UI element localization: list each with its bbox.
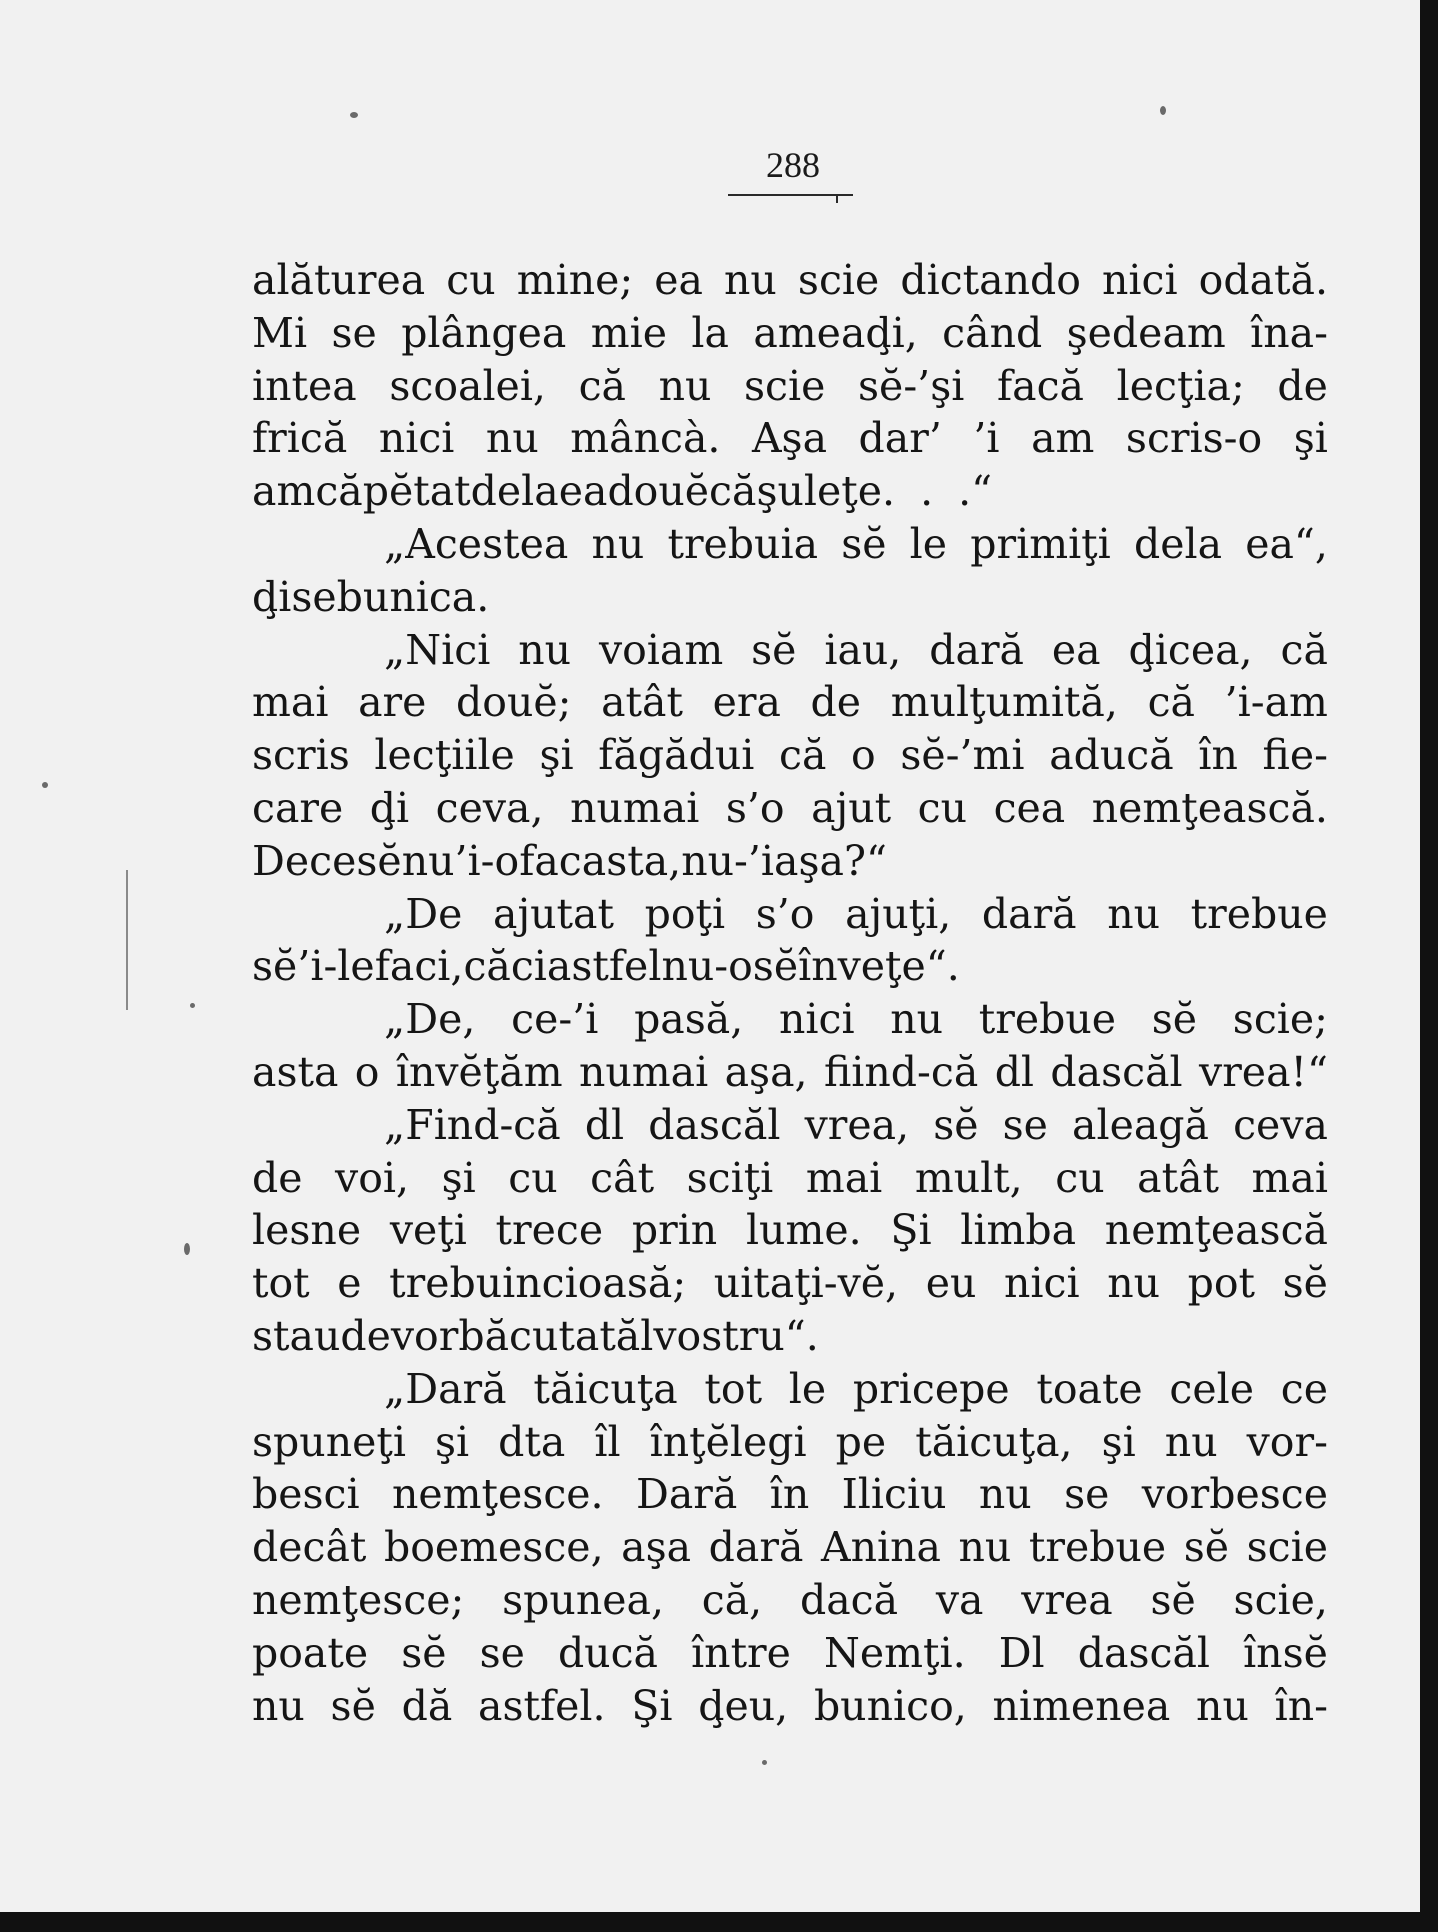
specks <box>1160 106 1166 115</box>
word: făgădui <box>598 731 755 780</box>
text-line <box>252 1363 1328 1416</box>
word: nemţesce. <box>392 1470 604 1519</box>
word: tăicuţa, <box>915 1417 1073 1466</box>
word: facă <box>996 361 1084 410</box>
word: vorbesce <box>1141 1470 1328 1519</box>
word: sĕ <box>751 625 797 674</box>
text-line <box>252 888 1328 941</box>
word: dta <box>498 1417 566 1466</box>
text-line <box>252 571 1328 624</box>
word: ea <box>558 467 608 516</box>
text-line <box>252 1521 1328 1574</box>
word: lecţiile <box>374 731 515 780</box>
word: vrea, <box>804 1100 910 1149</box>
word: voiam <box>598 625 724 674</box>
word: că <box>1147 678 1195 727</box>
word: faci, <box>374 942 464 991</box>
word: am <box>252 467 316 516</box>
word: toate <box>1036 1364 1143 1413</box>
word: trebuia <box>667 519 819 568</box>
word: că <box>1280 625 1328 674</box>
word: nu <box>658 361 712 410</box>
word: odată. <box>1198 256 1328 304</box>
word: ceva <box>1233 1100 1328 1149</box>
word: ceva, <box>435 783 544 832</box>
text-line <box>252 1416 1328 1469</box>
word: de <box>252 1153 303 1202</box>
word: ea“, <box>1245 519 1328 568</box>
word: alăturea <box>252 256 426 304</box>
word: ea <box>654 256 703 304</box>
word: uitaţi-vĕ, <box>713 1259 899 1308</box>
word: dară <box>981 889 1077 938</box>
word: şi <box>434 1417 470 1466</box>
word: cu <box>509 1311 559 1360</box>
word: spunea, <box>502 1575 664 1624</box>
word: De <box>252 836 310 885</box>
word: căşuleţe <box>709 467 883 516</box>
word: douĕ; <box>456 678 572 727</box>
word: voi, <box>335 1153 410 1202</box>
word: nici <box>378 414 455 463</box>
word: dascăl <box>1050 1047 1183 1096</box>
word: în <box>769 1470 810 1519</box>
word: s’o <box>755 889 815 938</box>
word: Dl <box>998 1628 1045 1677</box>
word: şi <box>1101 1417 1136 1466</box>
word: nici <box>1003 1259 1080 1308</box>
word: aşa?“ <box>774 836 887 885</box>
word: dascăl <box>1077 1628 1210 1677</box>
word: ’i-am <box>1224 678 1328 727</box>
word: ameaḑi, <box>753 308 918 357</box>
specks <box>184 1243 190 1255</box>
word: nu-’i <box>681 836 775 885</box>
word: învĕţăm <box>395 1047 563 1096</box>
text-line <box>252 518 1328 571</box>
word: mult, <box>914 1153 1023 1202</box>
word: îl <box>594 1417 621 1466</box>
word: dar’ <box>858 414 942 463</box>
word: cele <box>1169 1364 1255 1413</box>
word: pasă, <box>634 995 744 1044</box>
word: scris <box>252 731 350 780</box>
word: dacă <box>799 1575 899 1624</box>
text-line <box>252 412 1328 465</box>
word: lume. <box>745 1206 862 1255</box>
word: în <box>1198 731 1238 780</box>
word: ḑicea, <box>1128 625 1253 674</box>
word: aducă <box>1049 731 1174 780</box>
word: limba <box>960 1206 1077 1255</box>
word: cu <box>1055 1153 1105 1202</box>
word: care <box>252 783 344 832</box>
word: nici <box>1102 256 1178 304</box>
word: ḑise <box>252 572 337 621</box>
word: va <box>935 1575 984 1624</box>
word: Dară <box>635 1470 738 1519</box>
word: de <box>340 1311 391 1360</box>
word: nu-o <box>661 942 753 991</box>
word: ’i <box>973 414 1000 463</box>
word: „De, <box>384 995 476 1044</box>
word: poţi <box>644 889 726 938</box>
text-line <box>252 1627 1328 1680</box>
word: însĕ <box>1243 1628 1328 1677</box>
word: bunica. <box>336 572 490 621</box>
word: ḑeu, <box>698 1681 789 1730</box>
word: iau, <box>824 625 902 674</box>
word: numai <box>578 1047 709 1096</box>
word: sĕ <box>752 942 799 991</box>
word: nu <box>252 1681 305 1730</box>
word: Aşa <box>751 414 828 463</box>
word: nu <box>591 519 645 568</box>
word: ḑi <box>369 783 410 832</box>
word: sĕ <box>1151 995 1198 1044</box>
word: se <box>1002 1100 1048 1149</box>
word: prin <box>631 1206 718 1255</box>
word: mine; <box>516 256 634 304</box>
word: nici <box>778 995 855 1044</box>
word: vorbă <box>390 1311 510 1360</box>
word: Nemţi. <box>823 1628 966 1677</box>
word: mâncà. <box>570 414 721 463</box>
text-line <box>252 1468 1328 1521</box>
text-line <box>252 254 1328 307</box>
word: şi <box>441 1153 476 1202</box>
word: „Dară <box>384 1364 507 1413</box>
word: intea <box>252 361 357 410</box>
body-text <box>252 254 1328 1732</box>
word: le <box>788 1364 827 1413</box>
specks <box>762 1760 767 1765</box>
word: se <box>331 308 377 357</box>
word: cât <box>590 1153 655 1202</box>
word: le <box>909 519 948 568</box>
word: cu <box>508 1153 558 1202</box>
word: poate <box>252 1628 369 1677</box>
text-line <box>252 1574 1328 1627</box>
word: pot <box>1187 1259 1256 1308</box>
word: că <box>778 731 827 780</box>
word: atât <box>1137 1153 1219 1202</box>
word: sĕ-’mi <box>900 731 1025 780</box>
word: am <box>1031 414 1095 463</box>
word: „Acestea <box>384 519 569 568</box>
word: Şi <box>631 1681 673 1730</box>
word: dictando <box>900 256 1081 304</box>
word: nu <box>401 836 455 885</box>
word: Şi <box>890 1206 932 1255</box>
text-line <box>252 465 1328 518</box>
word: vostru“. <box>653 1311 819 1360</box>
word: fie- <box>1262 731 1328 780</box>
word: că <box>578 361 626 410</box>
word: nemţească <box>1104 1206 1328 1255</box>
word: vrea <box>1021 1575 1113 1624</box>
word: ajuţi, <box>845 889 952 938</box>
word: sĕ <box>1150 1575 1196 1624</box>
word: „Find-că <box>384 1100 561 1149</box>
word: nemţesce; <box>252 1575 465 1624</box>
word: fiind-că <box>823 1047 979 1096</box>
word: spuneţi <box>252 1417 406 1466</box>
word: decât <box>252 1523 367 1572</box>
word: aşa <box>621 1523 692 1572</box>
word: frică <box>252 414 348 463</box>
text-line <box>252 1310 1328 1363</box>
word: scris-o <box>1125 414 1263 463</box>
word: scoalei, <box>389 361 546 410</box>
word: plângea <box>401 308 567 357</box>
word: mai <box>252 678 329 727</box>
specks <box>42 782 48 788</box>
word: „Nici <box>384 625 491 674</box>
word: vrea!“ <box>1199 1047 1328 1096</box>
word: mai <box>805 1153 883 1202</box>
text-line <box>252 624 1328 677</box>
word: sĕ <box>252 942 298 991</box>
word: în- <box>1274 1681 1328 1730</box>
word: trebue <box>978 995 1117 1044</box>
word: . . .“ <box>882 467 993 516</box>
word: lesne <box>252 1206 362 1255</box>
word: ’i-o <box>454 836 520 885</box>
word: ce <box>1280 1364 1328 1413</box>
text-line <box>252 1099 1328 1152</box>
word: sĕ <box>401 1628 447 1677</box>
text-line <box>252 782 1328 835</box>
word: de <box>1277 361 1328 410</box>
page-number-rule <box>728 194 853 196</box>
word: Anina <box>820 1523 941 1572</box>
word: nu <box>978 1470 1032 1519</box>
word: de <box>810 678 862 727</box>
text-line <box>252 729 1328 782</box>
word: sĕ-’şi <box>858 361 965 410</box>
word: trebuincioasă; <box>389 1259 687 1308</box>
word: bunico, <box>813 1681 967 1730</box>
word: dă <box>401 1681 453 1730</box>
word: sĕ <box>330 1681 376 1730</box>
word: tot <box>252 1259 310 1308</box>
word: scie <box>744 361 826 410</box>
margin-mark <box>126 870 128 1010</box>
text-line <box>252 835 1328 888</box>
word: şi <box>1293 414 1328 463</box>
word: între <box>691 1628 791 1677</box>
word: nimenea <box>992 1681 1171 1730</box>
word: scie, <box>1233 1575 1328 1624</box>
text-line <box>252 307 1328 360</box>
word: tatăl <box>558 1311 654 1360</box>
word: trece <box>495 1206 604 1255</box>
word: astfel <box>546 942 662 991</box>
word: îna- <box>1250 308 1328 357</box>
word: nu <box>518 625 572 674</box>
word: sĕ <box>841 519 887 568</box>
word: scie <box>1246 1523 1328 1572</box>
word: nu <box>1107 1259 1160 1308</box>
word: ce <box>309 836 357 885</box>
word: sciţi <box>686 1153 774 1202</box>
word: sĕ <box>356 836 402 885</box>
word: mulţumită, <box>890 678 1118 727</box>
word: sĕ <box>1183 1523 1230 1572</box>
word: nu <box>1107 889 1161 938</box>
text-line <box>252 360 1328 413</box>
word: la <box>691 308 729 357</box>
word: trebue <box>1190 889 1328 938</box>
word: cu <box>917 783 968 832</box>
word: nemţească. <box>1091 783 1328 832</box>
word: dară <box>708 1523 804 1572</box>
word: era <box>712 678 781 727</box>
word: dascăl <box>648 1100 781 1149</box>
word: asta, <box>581 836 682 885</box>
word: nu <box>890 995 944 1044</box>
word: scie <box>797 256 880 304</box>
word: ducă <box>557 1628 658 1677</box>
word: dl <box>584 1100 625 1149</box>
word: aleagă <box>1072 1100 1209 1149</box>
word: besci <box>252 1470 360 1519</box>
text-line <box>252 676 1328 729</box>
word: primiţi <box>970 519 1111 568</box>
word: boemesce, <box>383 1523 604 1572</box>
word: nu <box>485 414 539 463</box>
text-line <box>252 1152 1328 1205</box>
word: pricepe <box>852 1364 1010 1413</box>
word: că, <box>701 1575 763 1624</box>
word: e <box>337 1259 362 1308</box>
word: trebue <box>1028 1523 1167 1572</box>
word: se <box>1064 1470 1110 1519</box>
word: nu <box>1164 1417 1218 1466</box>
page-number-rule-tick <box>836 194 838 203</box>
text-line <box>252 1680 1328 1733</box>
word: nu <box>958 1523 1012 1572</box>
word: sĕ <box>933 1100 979 1149</box>
word: şi <box>539 731 574 780</box>
word: ’i-le <box>297 942 375 991</box>
word: ce-’i <box>511 995 599 1044</box>
word: pe <box>835 1417 887 1466</box>
word: căci <box>463 942 547 991</box>
page-number: 288 <box>766 145 820 185</box>
word: nu <box>724 256 777 304</box>
word: Iliciu <box>841 1470 947 1519</box>
word: dela <box>470 467 559 516</box>
word: fac <box>519 836 582 885</box>
text-line <box>252 1046 1328 1099</box>
word: o <box>354 1047 380 1096</box>
word: tăicuţa <box>533 1364 678 1413</box>
word: dela <box>1133 519 1223 568</box>
text-line <box>252 940 1328 993</box>
word: veţi <box>389 1206 467 1255</box>
word: asta <box>252 1047 339 1096</box>
word: scie; <box>1232 995 1328 1044</box>
word: cea <box>993 783 1066 832</box>
word: ajut <box>811 783 892 832</box>
word: aşa, <box>724 1047 808 1096</box>
word: ea <box>1051 625 1101 674</box>
word: mai <box>1251 1153 1328 1202</box>
text-line <box>252 993 1328 1046</box>
word: când <box>942 308 1043 357</box>
word: dl <box>994 1047 1035 1096</box>
word: Mi <box>252 308 308 357</box>
specks <box>350 112 358 118</box>
word: şedeam <box>1066 308 1226 357</box>
specks <box>190 1003 195 1008</box>
word: lecţia; <box>1116 361 1245 410</box>
word: stau <box>252 1311 341 1360</box>
word: numai <box>570 783 700 832</box>
word: douĕ <box>607 467 710 516</box>
word: s’o <box>725 783 785 832</box>
word: sĕ <box>1282 1259 1328 1308</box>
word: înveţe“. <box>798 942 960 991</box>
word: căpĕtat <box>315 467 471 516</box>
word: cu <box>446 256 496 304</box>
word: eu <box>925 1259 977 1308</box>
word: o <box>851 731 876 780</box>
text-line <box>252 1204 1328 1257</box>
word: mie <box>590 308 668 357</box>
word: astfel. <box>478 1681 606 1730</box>
word: nu <box>1196 1681 1249 1730</box>
word: dară <box>929 625 1024 674</box>
word: înţĕlegi <box>649 1417 807 1466</box>
word: are <box>358 678 427 727</box>
word: „De <box>384 889 463 938</box>
word: se <box>479 1628 525 1677</box>
word: atât <box>601 678 683 727</box>
word: vor- <box>1246 1417 1328 1466</box>
text-line <box>252 1257 1328 1310</box>
word: tot <box>704 1364 763 1413</box>
word: ajutat <box>493 889 614 938</box>
